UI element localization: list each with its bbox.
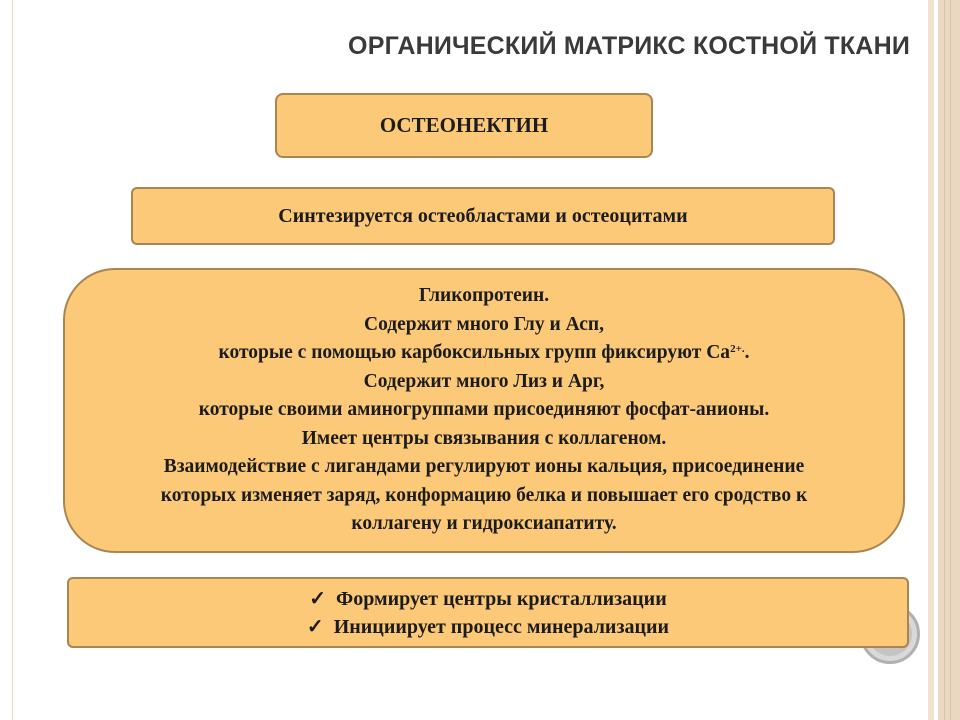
description-line (161, 339, 807, 368)
description-line: Содержит много Глу и Асп, (364, 313, 604, 335)
osteonectin-box (275, 93, 653, 158)
left-frame-border (0, 0, 13, 720)
description-line: которые своими аминогруппами присоединяют фосфат-анионы. (198, 399, 770, 421)
description-line: Гликопротеин. (418, 285, 550, 307)
calcium-charge: 2+. (730, 343, 745, 356)
function-text: Инициирует процесс минерализации (333, 615, 670, 638)
function-item (309, 585, 666, 613)
functions-box (67, 577, 909, 648)
slide-title: ОРГАНИЧЕСКИЙ МАТРИКС КОСТНОЙ ТКАНИ (348, 32, 910, 60)
description-line: Взаимодействие с лигандами регулируют ионы кальция, присоединение (163, 456, 805, 478)
synthesis-box (131, 187, 835, 245)
border-stripe (944, 0, 945, 720)
description-box (63, 268, 905, 553)
function-text: Формирует центры кристаллизации (336, 587, 667, 610)
description-line: которых изменяет заряд, конформацию белка и повышает его сродство к (160, 484, 808, 506)
description-line: Содержит много Лиз и Арг, (363, 370, 605, 392)
description-lines (161, 282, 807, 539)
description-text: . (744, 342, 750, 364)
description-text: которые с помощью карбоксильных групп фиксируют Са (218, 342, 731, 364)
check-icon: ✓ (309, 587, 327, 610)
synthesis-text: Синтезируется остеобластами и остеоцитами (278, 204, 688, 227)
description-line: Имеет центры связывания с коллагеном. (301, 427, 667, 449)
description-line: коллагену и гидроксиапатиту. (351, 513, 617, 535)
check-icon: ✓ (306, 615, 324, 638)
border-stripe (950, 0, 951, 720)
function-item (307, 613, 669, 641)
osteonectin-label: ОСТЕОНЕКТИН (379, 113, 549, 137)
right-decorative-border (920, 0, 960, 720)
